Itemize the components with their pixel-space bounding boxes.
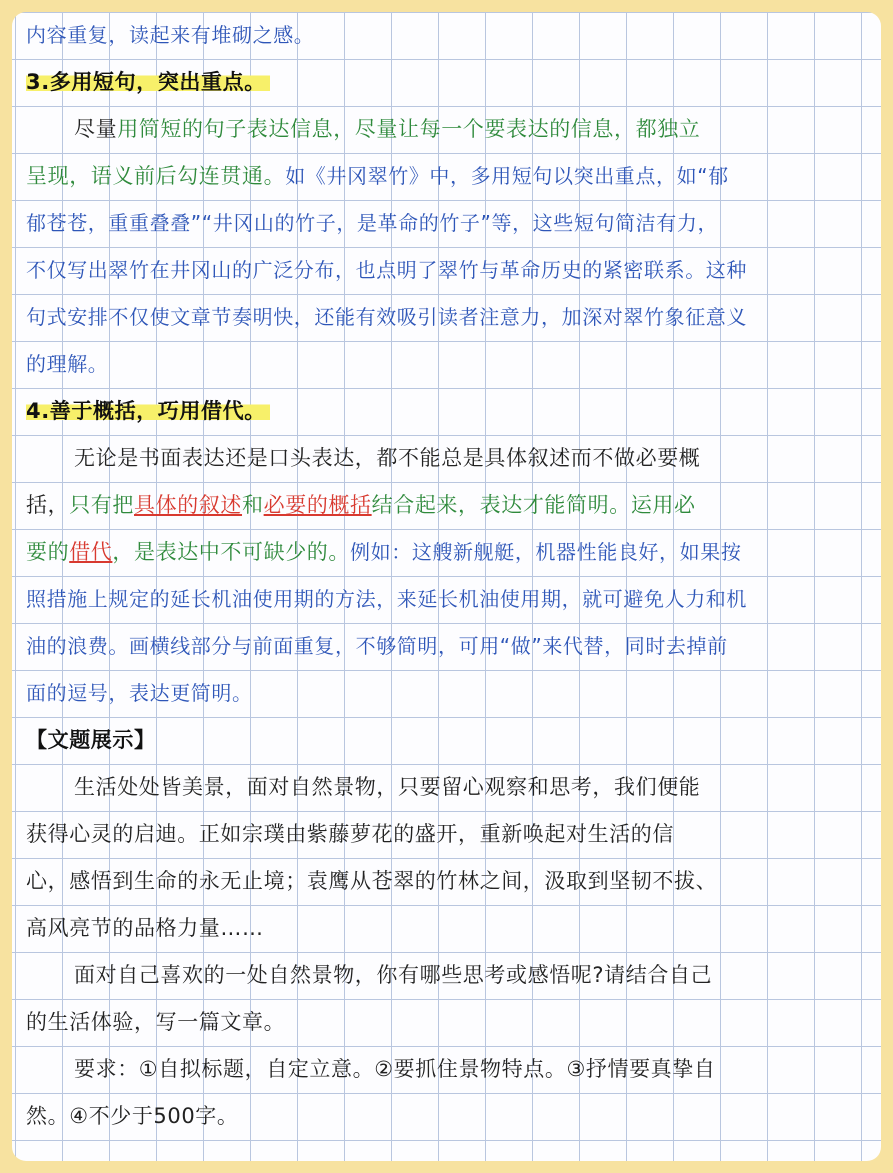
text-segment: 尽量: [74, 117, 118, 141]
notebook-page: [12, 12, 881, 1161]
line-text: 生活处处皆美景，面对自然景物，只要留心观察和思考，我们便能: [74, 775, 701, 799]
text-segment: 例如：这艘新舰艇，机器性能良好，如果按: [350, 540, 742, 564]
text-segment: 和: [242, 493, 264, 517]
line-text: 面的逗号，表达更简明。: [26, 681, 253, 705]
text-line: [26, 200, 871, 247]
text-segment: 要的: [26, 540, 70, 564]
underlined-keyword: 借代: [69, 540, 113, 564]
text-segment: 只有把: [69, 493, 135, 517]
text-line: [26, 623, 871, 670]
text-line: [26, 1093, 871, 1140]
text-line: [26, 106, 871, 153]
text-line: [26, 341, 871, 388]
text-segment: 结合起来，表达才能简明。运用必: [371, 493, 696, 517]
heading-text: 3.多用短句，突出重点。: [26, 70, 270, 94]
text-line: [26, 153, 871, 200]
text-line: [26, 12, 871, 59]
line-text: 心，感悟到生命的永无止境；袁鹰从苍翠的竹林之间，汲取到坚韧不拔、: [26, 869, 718, 893]
text-line: [26, 247, 871, 294]
line-text: 要求：①自拟标题，自定立意。②要抓住景物特点。③抒情要真挚自: [74, 1057, 716, 1081]
text-segment: 如《井冈翠竹》中，多用短句以突出重点，如“郁: [285, 164, 729, 188]
line-text: 的理解。: [26, 352, 109, 376]
notes-content: [12, 12, 881, 1140]
line-text: 不仅写出翠竹在井冈山的广泛分布，也点明了翠竹与革命历史的紧密联系。这种: [26, 258, 747, 282]
underlined-keyword: 具体的叙述: [134, 493, 243, 517]
text-line: [26, 1046, 871, 1093]
text-segment: 呈现，语义前后勾连贯通。: [26, 164, 286, 188]
text-line: [26, 435, 871, 482]
text-line: [26, 670, 871, 717]
line-text: 照措施上规定的延长机油使用期的方法，来延长机油使用期，就可避免人力和机: [26, 587, 747, 611]
text-line: [26, 999, 871, 1046]
line-text: 油的浪费。画横线部分与前面重复，不够简明，可用“做”来代替，同时去掉前: [26, 634, 728, 658]
text-segment: ，是表达中不可缺少的。: [112, 540, 351, 564]
line-text: 郁苍苍，重重叠叠”“井冈山的竹子，是革命的竹子”等，这些短句简洁有力，: [26, 211, 719, 235]
text-line: [26, 858, 871, 905]
line-text: 高风亮节的品格力量……: [26, 916, 264, 940]
text-segment: 用简短的句子表达信息，尽量让每一个要表达的信息，都独立: [117, 117, 701, 141]
line-text: 面对自己喜欢的一处自然景物，你有哪些思考或感悟呢?请结合自己: [74, 963, 713, 987]
text-line: [26, 811, 871, 858]
section-heading: [26, 59, 871, 106]
line-text: 的生活体验，写一篇文章。: [26, 1010, 286, 1034]
heading-text: 4.善于概括，巧用借代。: [26, 399, 270, 423]
line-text: 句式安排不仅使文章节奏明快，还能有效吸引读者注意力，加深对翠竹象征意义: [26, 305, 747, 329]
text-line: [26, 576, 871, 623]
line-text: 获得心灵的启迪。正如宗璞由紫藤萝花的盛开，重新唤起对生活的信: [26, 822, 674, 846]
text-line: [26, 482, 871, 529]
line-text: 然。④不少于500字。: [26, 1104, 239, 1128]
prompt-title: [26, 717, 871, 764]
text-line: [26, 529, 871, 576]
text-line: [26, 294, 871, 341]
text-line: [26, 764, 871, 811]
prompt-title-text: 【文题展示】: [26, 728, 156, 752]
line-text: 无论是书面表达还是口头表达，都不能总是具体叙述而不做必要概: [74, 446, 701, 470]
text-line: [26, 952, 871, 999]
line-text: 内容重复，读起来有堆砌之感。: [26, 23, 315, 47]
text-line: [26, 905, 871, 952]
section-heading: [26, 388, 871, 435]
text-segment: 括，: [26, 493, 70, 517]
underlined-keyword: 必要的概括: [263, 493, 372, 517]
